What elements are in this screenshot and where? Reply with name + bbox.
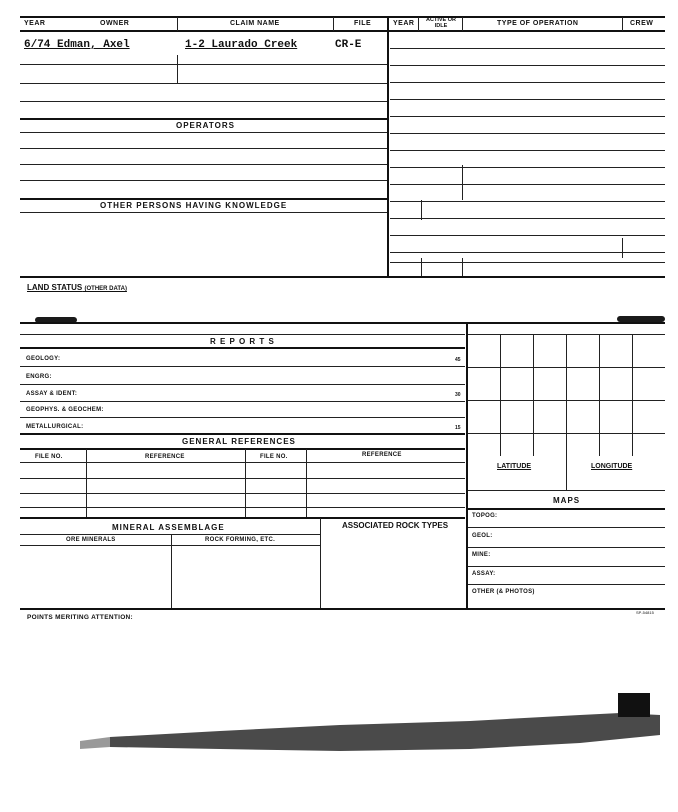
section-reports: R E P O R T S: [210, 337, 275, 346]
row-line: [390, 218, 665, 219]
report-number: 45: [455, 357, 461, 363]
row-line: [20, 164, 387, 165]
maps-other: OTHER (& PHOTOS): [472, 589, 535, 595]
row-line: [20, 401, 465, 402]
ore-minerals-label: ORE MINERALS: [66, 537, 116, 543]
ref-reference-1: REFERENCE: [145, 454, 185, 460]
grid-line: [533, 334, 534, 456]
header-top-rule: [20, 16, 665, 18]
maps-mine: MINE:: [472, 552, 491, 558]
divider: [320, 518, 321, 608]
row-line: [20, 118, 387, 120]
entry-claim-name: 1-2 Laurado Creek: [185, 39, 298, 51]
divider: [418, 17, 419, 31]
row-line: [390, 82, 665, 83]
divider: [177, 55, 178, 83]
section-mineral-assemblage: MINERAL ASSEMBLAGE: [112, 523, 225, 532]
section-general-references: GENERAL REFERENCES: [182, 437, 296, 446]
section-other-persons: OTHER PERSONS HAVING KNOWLEDGE: [100, 201, 288, 210]
row-line: [390, 201, 665, 202]
section-land-status: [27, 283, 127, 292]
land-status-rule: [20, 322, 665, 324]
row-line: [390, 167, 665, 168]
row-line: [20, 198, 387, 200]
grid-line: [566, 334, 567, 490]
row-line: [20, 148, 387, 149]
ref-file-no-1: FILE NO.: [35, 454, 63, 460]
header-year-2: YEAR: [393, 20, 415, 27]
land-status-sub: (OTHER DATA): [84, 286, 127, 292]
maps-topog: TOPOG:: [472, 513, 498, 519]
row-line: [20, 101, 387, 102]
ink-smudge: [617, 316, 665, 322]
rock-forming-label: ROCK FORMING, ETC.: [205, 537, 276, 543]
row-line: [20, 517, 465, 519]
row-line: [390, 65, 665, 66]
row-line: [468, 490, 665, 491]
maps-geol: GEOL:: [472, 533, 493, 539]
row-line: [20, 366, 465, 367]
latitude-label: LATITUDE: [497, 463, 532, 470]
section-maps: MAPS: [553, 496, 581, 505]
section-operators: OPERATORS: [176, 121, 235, 130]
scan-noise-streak: [20, 685, 670, 765]
row-line: [390, 116, 665, 117]
report-metallurgical: METALLURGICAL:: [26, 424, 84, 430]
row-line: [20, 545, 320, 546]
row-line: [390, 184, 665, 185]
row-line: [390, 235, 665, 236]
row-line: [20, 334, 465, 335]
entry-file: CR-E: [335, 39, 362, 51]
row-line: [20, 212, 387, 213]
report-geology: GEOLOGY:: [26, 356, 61, 362]
row-line: [20, 132, 387, 133]
row-line: [390, 262, 665, 263]
row-line: [390, 133, 665, 134]
row-line: [20, 507, 465, 508]
grid-line: [599, 334, 600, 456]
lower-block-bottom-rule: [20, 608, 665, 610]
ref-reference-2: REFERENCE: [362, 452, 402, 458]
row-line: [20, 384, 465, 385]
divider: [622, 238, 623, 258]
section-associated-rock-types: ASSOCIATED ROCK TYPES: [341, 521, 449, 530]
report-number: 15: [455, 425, 461, 431]
header-bottom-rule: [20, 30, 665, 32]
divider: [177, 17, 178, 31]
land-status-label: LAND STATUS: [27, 283, 83, 292]
form-code: SP-54815: [636, 610, 654, 615]
main-divider: [387, 17, 389, 277]
row-line: [468, 566, 665, 567]
divider: [333, 17, 334, 31]
entry-year-owner: 6/74 Edman, Axel: [24, 39, 130, 51]
row-line: [20, 478, 465, 479]
longitude-label: LONGITUDE: [591, 463, 633, 470]
row-line: [20, 417, 465, 418]
header-crew: CREW: [630, 20, 654, 27]
row-line: [390, 48, 665, 49]
row-line: [20, 493, 465, 494]
row-line: [390, 99, 665, 100]
report-number: 30: [455, 392, 461, 398]
row-line: [20, 347, 465, 349]
header-active-idle: ACTIVE OR IDLE: [426, 17, 456, 29]
section-points-meriting: POINTS MERITING ATTENTION:: [27, 614, 134, 621]
row-line: [390, 150, 665, 151]
upper-block-bottom-rule: [20, 276, 665, 278]
divider: [462, 165, 463, 200]
header-file: FILE: [354, 20, 372, 27]
row-line: [468, 508, 665, 510]
header-owner: OWNER: [100, 20, 130, 27]
header-year: YEAR: [24, 20, 46, 27]
row-line: [20, 433, 465, 435]
row-line: [468, 584, 665, 585]
divider: [421, 200, 422, 220]
divider: [462, 258, 463, 276]
row-line: [20, 64, 387, 65]
divider: [622, 17, 623, 31]
grid-line: [632, 334, 633, 456]
row-line: [390, 252, 665, 253]
report-geophys: GEOPHYS. & GEOCHEM:: [26, 407, 104, 413]
divider: [421, 258, 422, 276]
row-line: [20, 83, 387, 84]
row-line: [468, 527, 665, 528]
row-line: [20, 534, 320, 535]
ref-file-no-2: FILE NO.: [260, 454, 288, 460]
report-assay: ASSAY & IDENT:: [26, 391, 78, 397]
header-claim-name: CLAIM NAME: [230, 20, 280, 27]
divider: [462, 17, 463, 31]
row-line: [20, 180, 387, 181]
maps-assay: ASSAY:: [472, 571, 496, 577]
report-engrg: ENGRG:: [26, 374, 52, 380]
row-line: [468, 547, 665, 548]
header-type-operation: TYPE OF OPERATION: [497, 20, 579, 27]
grid-line: [500, 334, 501, 456]
